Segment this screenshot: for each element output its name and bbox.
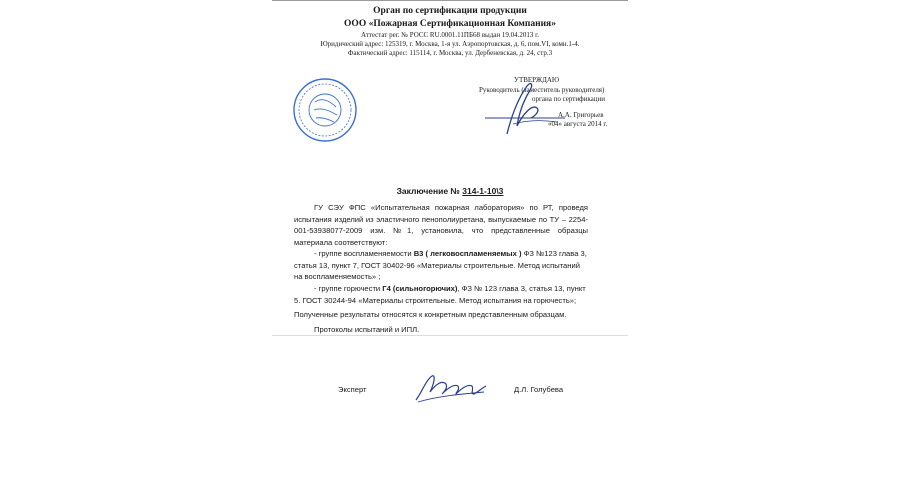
certificate-page [272, 0, 628, 500]
stamp-text: Пожарная Сертификационная Компания [293, 142, 312, 143]
approve-heading: УТВЕРЖДАЮ [514, 76, 560, 84]
flammability-group-item [294, 248, 588, 283]
approver-position-line2: органа по сертификации [532, 95, 606, 103]
conclusion-number: 314-1-10\3 [462, 186, 504, 196]
expert-name: Д.Л. Голубева [514, 385, 564, 394]
conclusion-title [272, 186, 628, 196]
company-name: ООО «Пожарная Сертификационная Компания» [344, 19, 556, 29]
combustibility-group-item [294, 283, 588, 306]
flammability-class: В3 ( легковоспламеняемых ) [413, 249, 522, 258]
flammability-details: ФЗ №123 глава 3, статья 13, пункт 7, ГОСТ 30402-96 «Материалы строительные. Метод испытаний на воспламеняемость» ; [294, 249, 587, 282]
attestat-line: Аттестат рег. № РОСС RU.0001.11ПБ68 выдан 19.04.2013 г. [361, 31, 539, 39]
intro-paragraph: ГУ СЭУ ФПС «Испытательная пожарная лаборатория» по РТ, проведя испытания изделий из эластичного пенополиуретана, выпускаемые по ТУ – 2254-001-53938077-2009 изм. №1, установила, что представленные образцы материала соответствуют: [294, 203, 588, 247]
approver-signature [477, 78, 569, 136]
expert-signature [412, 370, 492, 406]
conclusion-title-prefix: Заключение № [396, 186, 460, 196]
combustibility-details: , ФЗ № 123 глава 3, статья 13, пункт 5. ГОСТ 30244-94 «Материалы строительные. Метод испытания на горючесть»; [294, 284, 586, 305]
approver-position-line1: Руководитель (заместитель руководителя) [479, 86, 605, 94]
approval-date: «04» августа 2014 г. [548, 120, 608, 128]
combustibility-prefix: - группе горючести [314, 284, 383, 293]
flammability-prefix: - группе воспламеняемости [314, 249, 414, 258]
results-note: Полученные результаты относятся к конкретным представленным образцам. [294, 310, 567, 319]
expert-label: Эксперт [338, 385, 367, 394]
approver-name: А.А. Григорьев [558, 111, 604, 119]
org-title: Орган по сертификации продукции [373, 6, 527, 16]
actual-address: Фактический адрес: 115114, г. Москва, ул. Дербеневская, д. 24, стр.3 [347, 49, 553, 57]
protocols-note: Протоколы испытаний и ИПЛ. [314, 325, 420, 334]
combustibility-class: Г4 (сильногорючих) [382, 284, 458, 293]
scan-top-border [272, 0, 628, 1]
certification-stamp [292, 77, 358, 143]
legal-address: Юридический адрес: 125319, г. Москва, 1-я ул. Аэропортовская, д. 6, пом.VI, комн.1-4. [320, 40, 580, 48]
